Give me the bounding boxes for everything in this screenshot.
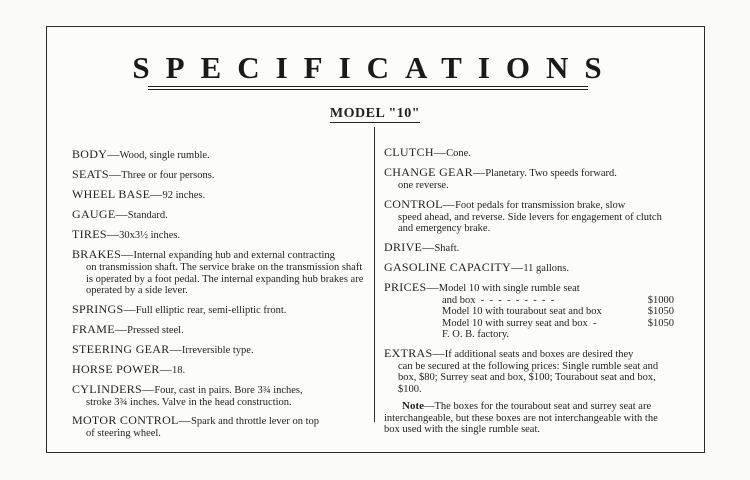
spec-motor-control: MOTOR CONTROL—Spark and throttle lever on top of steering wheel. [72,413,320,439]
spec-extras: EXTRAS—If additional seats and boxes are desired they can be secured at the following prices: Single rumble seat and box, $80; Surrey seat and box, $100; Tourabout seat and box, $100. [384,345,659,395]
model-label: MODEL "10" [329,106,421,121]
spec-clutch: CLUTCH—Cone. [384,145,471,159]
spec-change-gear: CHANGE GEAR—Planetary. Two speeds forward. one reverse. [384,165,617,191]
spec-gauge: GAUGE—Standard. [72,207,168,221]
spec-drive: DRIVE—Shaft. [384,239,460,254]
price-fob: F. O. B. factory. [442,329,510,340]
spec-seats: SEATS—Three or four persons. [72,167,215,181]
spec-frame: FRAME—Pressed steel. [72,321,184,336]
price-row: Model 10 with tourabout seat and box $1050 [442,306,674,317]
spec-tires: TIRES—30x3½ inches. [72,227,181,241]
spec-steering-gear: STEERING GEAR—Irreversible type. [72,341,254,356]
spec-gasoline-capacity: GASOLINE CAPACITY—11 gallons. [384,259,570,274]
page-title: SPECIFICATIONS [132,50,618,85]
title-rule-bottom [148,89,588,90]
column-divider [374,127,375,422]
spec-note: Note—The boxes for the tourabout seat and surrey seat are interchangeable, but these boxes are not interchangeable with the box used with the single rumble seat. [384,400,658,435]
price-row: Model 10 with surrey seat and box - $1050 [442,317,674,329]
right-column [384,146,674,436]
spec-wheel-base: WHEEL BASE—92 inches. [72,187,206,201]
spec-cylinders: CYLINDERS—Four, cast in pairs. Bore 3¾ inches, stroke 3¾ inches. Valve in the head construction. [72,381,303,408]
spec-springs: SPRINGS—Full elliptic rear, semi-elliptic front. [72,301,287,316]
spec-control: CONTROL—Foot pedals for transmission brake, slow speed ahead, and reverse. Side levers for engagement of clutch and emergency brake. [384,196,662,234]
spec-brakes: BRAKES—Internal expanding hub and external contracting on transmission shaft. The service brake on the transmission shaft is operated by a foot pedal. The internal expanding hub brakes are operated by a side lever. [72,247,364,296]
spec-prices: PRICES—Model 10 with single rumble seat and box - - - - - - - - - $1000 Model 10 with tourabout seat and box $1050 Model 10 with surrey seat and box - $1050 F. O. B. factory. [384,279,674,340]
title-rule-top [148,86,588,87]
price-row: and box - - - - - - - - - $1000 [442,294,674,306]
left-column [72,148,364,446]
model-heading [0,106,750,122]
spec-horse-power: HORSE POWER—18. [72,361,186,376]
spec-body: BODY—Wood, single rumble. [72,147,210,161]
